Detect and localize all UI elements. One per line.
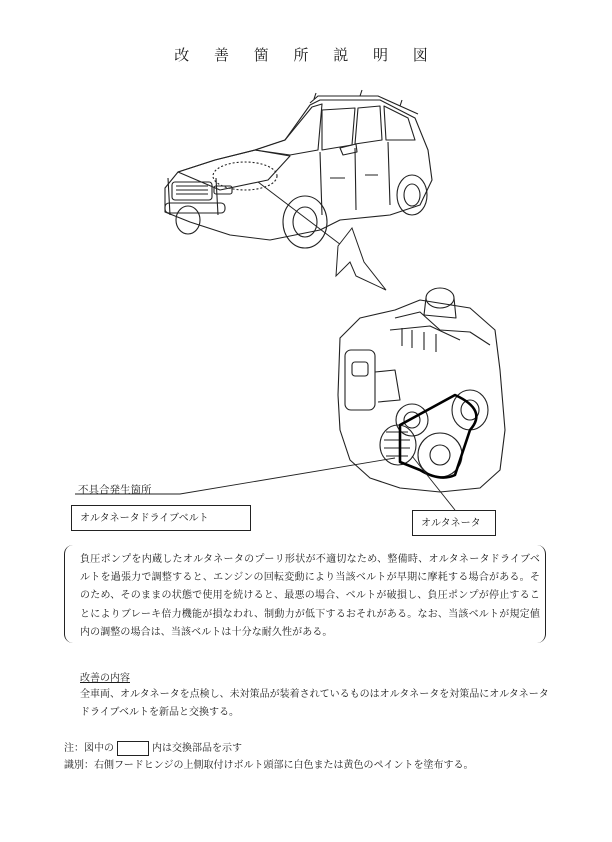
replacement-part-box: オルタネータドライブベルト [71, 505, 251, 531]
legend-frame [117, 741, 149, 756]
improvement-heading: 改善の内容 [80, 673, 130, 684]
vehicle-illustration [165, 90, 432, 248]
note-suffix: 内は交換部品を示す [152, 743, 242, 754]
improvement-body: 全車両、オルタネータを点検し、未対策品が装着されているものはオルタネータを対策品にオルタネータドライブベルトを新品と交換する。 [80, 689, 549, 718]
fault-location-label: 不具合発生箇所 [78, 484, 152, 496]
legend-note [64, 739, 242, 756]
alternator-label-box: オルタネータ [412, 510, 496, 536]
defect-description: 負圧ポンプを内蔵したオルタネータのプーリ形状が不適切なため、整備時、オルタネータドライブベルトを過張力で調整すると、エンジンの回転変動により当該ベルトが早期に摩耗する場合がある。そのため、そのままの状態で使用を続けると、最悪の場合、ベルトが破損し、負圧ポンプが停止することによりブレーキ倍力機能が損なわれ、制動力が低下するおそれがある。なお、当該ベルトが規定値内の調整の場合は、当該ベルトは十分な耐久性がある。 [80, 554, 540, 638]
page-title: 改 善 箇 所 説 明 図 [174, 46, 438, 64]
note-prefix: 注：図中の [64, 743, 114, 754]
identification-note: 識別：右側フードヒンジの上側取付けボルト頭部に白色または黄色のペイントを塗布する。 [64, 760, 474, 771]
engine-illustration [338, 288, 505, 492]
